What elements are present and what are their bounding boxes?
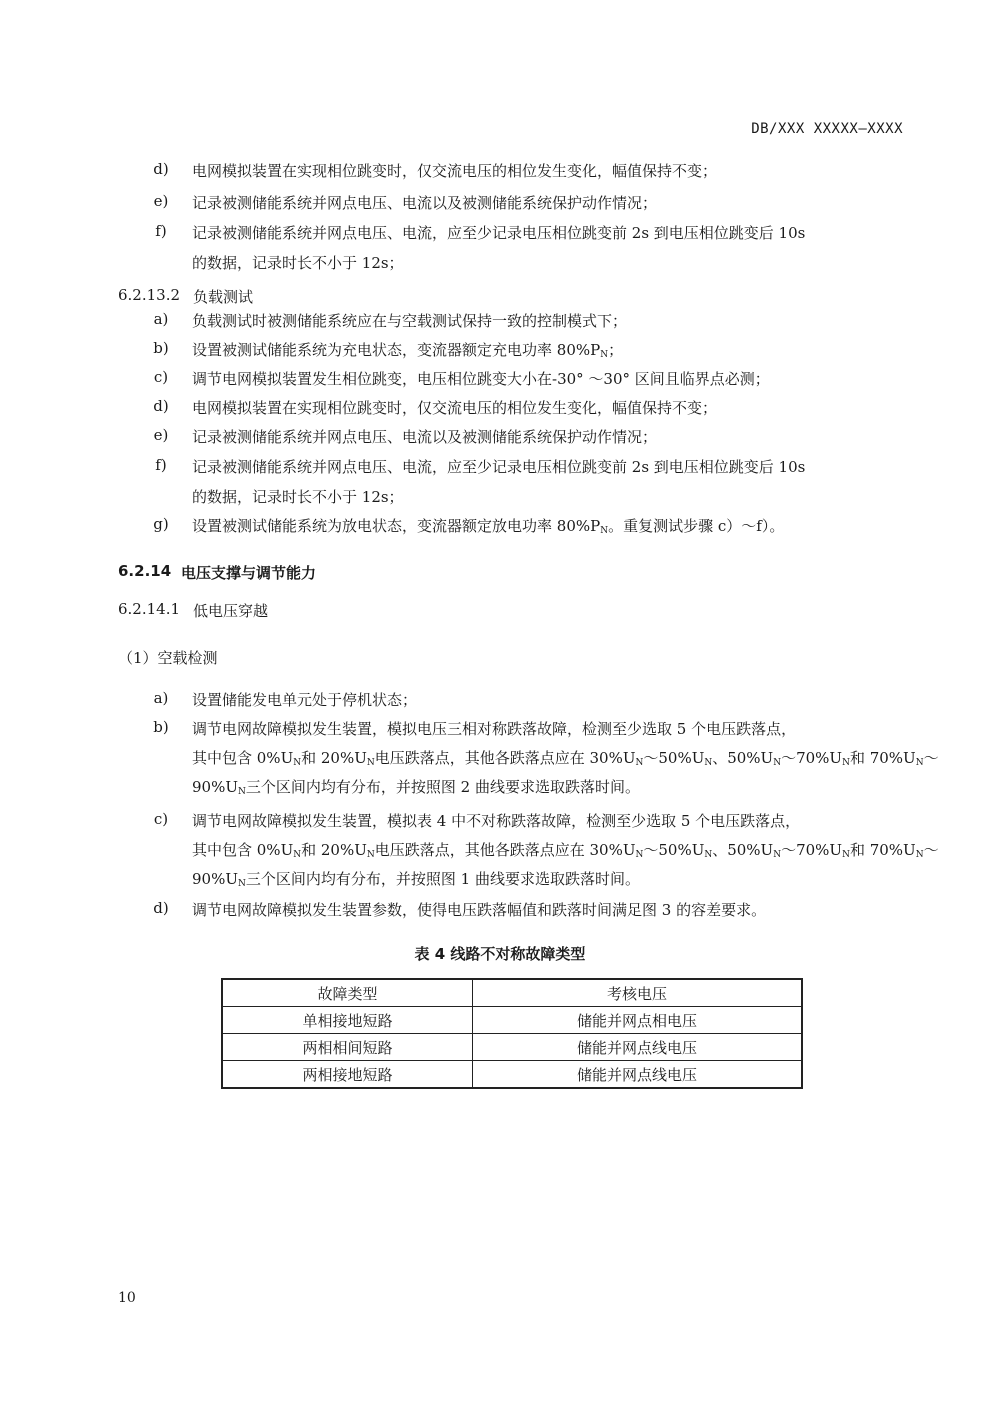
list-item-text-continued: 其中包含 $0\%U_N$和 $20\%U_N$电压跌落点，其他各跌落点应在 $30\%U_N\sim 50\%U_N$、$50\%U_N\sim 70\%U_N$和 $70\%U_N\sim$: [192, 841, 939, 860]
table-cell: 储能并网点线电压: [473, 1061, 803, 1089]
table-header-cell: 考核电压: [473, 979, 803, 1007]
list-item-text: 记录被测储能系统并网点电压、电流以及被测储能系统保护动作情况；: [192, 194, 658, 212]
list-item-text-continued: $90\%U_N$三个区间内均有分布，并按照图 2 曲线要求选取跌落时间。: [192, 778, 640, 797]
list-item-text: 记录被测储能系统并网点电压、电流，应至少记录电压相位跳变前 2s 到电压相位跳变后 10s: [192, 224, 806, 242]
list-marker: f): [155, 222, 167, 240]
section-number: 6.2.13.2: [118, 286, 181, 304]
list-item-text: 记录被测储能系统并网点电压、电流，应至少记录电压相位跳变前 2s 到电压相位跳变后 10s: [192, 458, 806, 476]
list-marker: g): [153, 515, 169, 533]
section-title: 负载测试: [193, 288, 254, 306]
table-header-row: [222, 979, 802, 1007]
table-cell: 储能并网点相电压: [473, 1007, 803, 1034]
list-marker: d): [153, 160, 169, 178]
table-caption: 表 4 线路不对称故障类型: [414, 945, 586, 963]
list-item-text: 电网模拟装置在实现相位跳变时，仅交流电压的相位发生变化，幅值保持不变；: [192, 162, 718, 180]
section-number: 6.2.14.1: [118, 600, 181, 618]
list-marker: c): [153, 368, 169, 386]
list-marker: b): [153, 339, 169, 357]
list-marker: a): [153, 310, 169, 328]
table-cell: 两相相间短路: [222, 1034, 473, 1061]
table-header-cell: 故障类型: [222, 979, 473, 1007]
table-cell: 两相接地短路: [222, 1061, 473, 1089]
list-marker: c): [153, 810, 169, 828]
table-cell: 储能并网点线电压: [473, 1034, 803, 1061]
list-item-text-continued: 的数据，记录时长不小于 12s；: [192, 254, 404, 272]
list-marker: f): [155, 456, 167, 474]
list-item-text: 设置被测试储能系统为充电状态，变流器额定充电功率 $80\%P_N$；: [192, 341, 624, 360]
table-row: [222, 1061, 802, 1089]
table-cell: 单相接地短路: [222, 1007, 473, 1034]
list-item-text: 设置被测试储能系统为放电状态，变流器额定放电功率 $80\%P_N$。重复测试步骤 c）～f）。: [192, 517, 785, 536]
table-row: [222, 1034, 802, 1061]
list-item-text: 调节电网故障模拟发生装置，模拟电压三相对称跌落故障，检测至少选取 5 个电压跌落点，: [192, 720, 797, 738]
list-marker: e): [153, 192, 169, 210]
fault-type-table: [221, 978, 803, 1089]
section-number: 6.2.14: [118, 562, 172, 580]
list-marker: d): [153, 899, 169, 917]
document-code-header: DB/XXX XXXXX—XXXX: [751, 121, 903, 137]
list-item-text: 负载测试时被测储能系统应在与空载测试保持一致的控制模式下；: [192, 312, 628, 330]
list-item-text: 设置储能发电单元处于停机状态；: [192, 691, 418, 709]
list-item-text: 调节电网故障模拟发生装置参数，使得电压跌落幅值和跌落时间满足图 3 的容差要求。: [192, 901, 767, 919]
page-number: 10: [118, 1290, 136, 1306]
list-marker: a): [153, 689, 169, 707]
list-marker: d): [153, 397, 169, 415]
list-item-text-continued: $90\%U_N$三个区间内均有分布，并按照图 1 曲线要求选取跌落时间。: [192, 870, 640, 889]
section-title: 电压支撑与调节能力: [181, 564, 317, 582]
list-item-text: 记录被测储能系统并网点电压、电流以及被测储能系统保护动作情况；: [192, 428, 658, 446]
list-marker: b): [153, 718, 169, 736]
list-item-text-continued: 的数据，记录时长不小于 12s；: [192, 488, 404, 506]
list-marker: e): [153, 426, 169, 444]
list-item-text: 电网模拟装置在实现相位跳变时，仅交流电压的相位发生变化，幅值保持不变；: [192, 399, 718, 417]
list-item-text: 调节电网故障模拟发生装置，模拟表 4 中不对称跌落故障，检测至少选取 5 个电压跌落点，: [192, 812, 801, 830]
table-row: [222, 1007, 802, 1034]
section-title: 低电压穿越: [193, 602, 269, 620]
list-item-text-continued: 其中包含 $0\%U_N$和 $20\%U_N$电压跌落点，其他各跌落点应在 $30\%U_N\sim 50\%U_N$、$50\%U_N\sim 70\%U_N$和 $70\%U_N\sim$: [192, 749, 939, 768]
subsection-label: （1）空载检测: [118, 649, 218, 667]
list-item-text: 调节电网模拟装置发生相位跳变，电压相位跳变大小在-30° ～30° 区间且临界点必测；: [192, 370, 770, 388]
